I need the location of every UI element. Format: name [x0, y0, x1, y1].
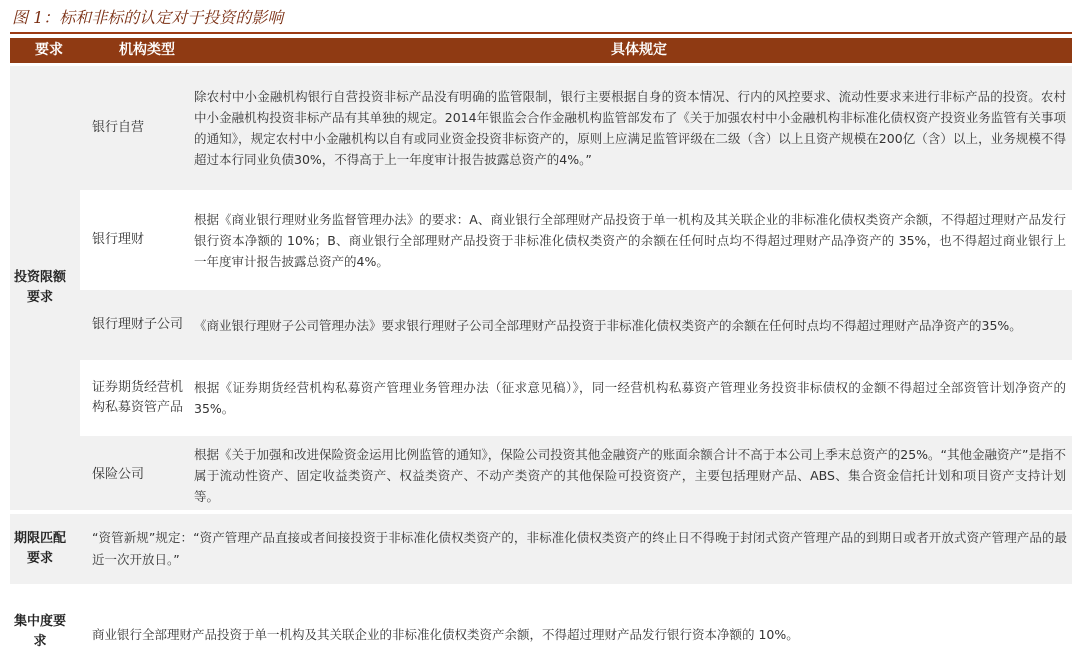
- rule-text: 根据《关于加强和改进保险资金运用比例监管的通知》，保险公司投资其他金融资产的账面余额合计不高于本公司上季末总资产的25%。“其他金融资产”是指不属于流动性资产、固定收益类资产、权益类资产、不动产类资产的其他保险可投资资产，主要包括理财产品、ABS、集合资金信托计划和项目资产支持计划等。: [194, 446, 1066, 504]
- table-row: [80, 294, 1072, 356]
- rule-text: “资管新规”规定：“资产管理产品直接或者间接投资于非标准化债权类资产的，非标准化债权类资产的终止日不得晚于封闭式资产管理产品的到期日或者开放式资产管理产品的最近一次开放日。”: [92, 530, 1067, 567]
- header-requirement: 要求: [35, 42, 63, 58]
- institution-type: 银行理财: [92, 232, 145, 247]
- table-row: [80, 190, 1072, 290]
- table-row: [80, 440, 1072, 510]
- requirement-term-matching: 期限匹配要求: [13, 531, 66, 566]
- institution-type: 银行理财子公司: [92, 317, 184, 332]
- rule-text: 根据《证券期货经营机构私募资产管理业务管理办法（征求意见稿）》，同一经营机构私募资产管理业务投资非标债权的金额不得超过全部资管计划净资产的 35%。: [194, 380, 1066, 416]
- table-row: [80, 360, 1072, 436]
- header-rules: 具体规定: [611, 42, 667, 58]
- requirement-concentration: 集中度要求: [13, 614, 66, 649]
- institution-type: 保险公司: [92, 467, 145, 482]
- institution-type: 银行自营: [92, 120, 145, 135]
- requirement-investment-limit: 投资限额要求: [13, 270, 66, 305]
- header-institution-type: 机构类型: [119, 42, 175, 58]
- table-row: [80, 70, 1072, 186]
- title-divider: [10, 32, 1072, 34]
- rule-text: 除农村中小金融机构银行自营投资非标产品没有明确的监管限制，银行主要根据自身的资本情况、行内的风控要求、流动性要求来进行非标产品的投资。农村中小金融机构投资非标产品有其单独的规定。2014年银监会合作金融机构监管部发布了《关于加强农村中小金融机构非标准化债权资产投资业务监管有关事项的通知》，规定农村中小金融机构以自有或同业资金投资非标资产的，原则上应满足监管评级在二级（含）以上且资产规模在200亿（含）以上，业务规模不得超过本行同业负债30%，不得高于上一年度审计报告披露总资产的4%。”: [194, 89, 1066, 167]
- institution-type: 证券期货经营机构私募资管产品: [92, 380, 184, 415]
- figure-title: 图 1：标和非标的认定对于投资的影响: [12, 8, 284, 27]
- rule-text: 《商业银行理财子公司管理办法》要求银行理财子公司全部理财产品投资于非标准化债权类资产的余额在任何时点均不得超过理财产品净资产的35%。: [194, 317, 1022, 333]
- rule-text: 根据《商业银行理财业务监督管理办法》的要求：A、商业银行全部理财产品投资于单一机构及其关联企业的非标准化债权类资产余额，不得超过理财产品发行银行资本净额的 10%；B、商业银行全部理财产品投资于非标准化债权类资产的余额在任何时点均不得超过理财产品净资产的 35%，也不得超过商业银行上一年度审计报告披露总资产的4%。: [194, 211, 1066, 269]
- table-header: [10, 38, 1072, 63]
- rule-text: 商业银行全部理财产品投资于单一机构及其关联企业的非标准化债权类资产余额，不得超过理财产品发行银行资本净额的 10%。: [92, 627, 799, 642]
